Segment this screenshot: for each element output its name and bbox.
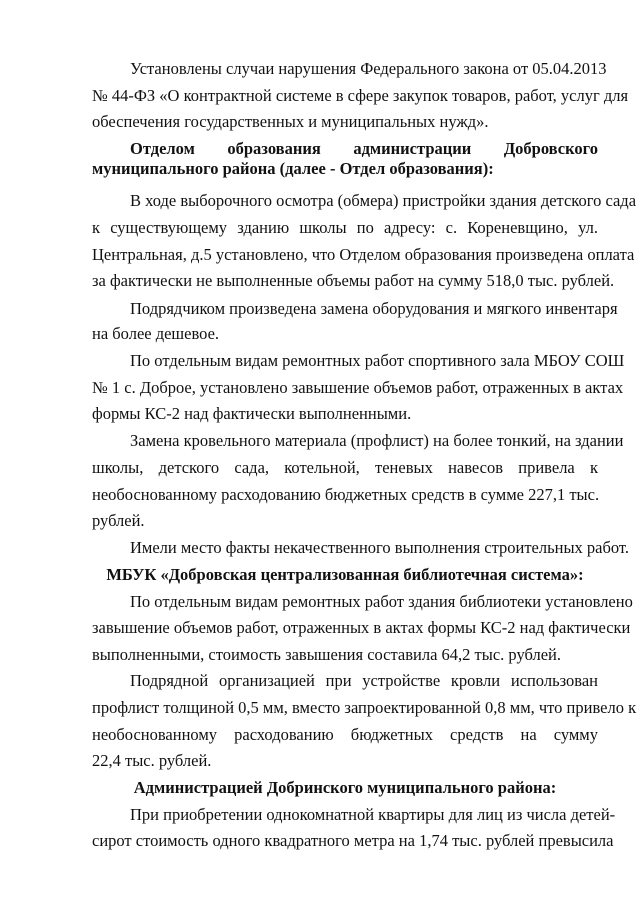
paragraph-line: завышение объемов работ, отраженных в актах формы КС-2 над фактически bbox=[92, 618, 631, 637]
paragraph-line: При приобретении однокомнатной квартиры для лиц из числа детей- bbox=[130, 805, 616, 824]
paragraph-line: Замена кровельного материала (профлист) на более тонкий, на здании bbox=[130, 431, 624, 450]
paragraph-line: необоснованному расходованию бюджетных средств в сумме 227,1 тыс. bbox=[92, 485, 600, 504]
paragraph-line: По отдельным видам ремонтных работ спортивного зала МБОУ СОШ bbox=[130, 351, 625, 370]
paragraph-line: формы КС-2 над фактически выполненными. bbox=[92, 404, 412, 423]
paragraph-line: сирот стоимость одного квадратного метра на 1,74 тыс. рублей превысила bbox=[92, 831, 614, 850]
paragraph-line: № 44-ФЗ «О контрактной системе в сфере закупок товаров, работ, услуг для bbox=[92, 86, 629, 105]
paragraph-line: необоснованному расходованию бюджетных средств на сумму bbox=[92, 725, 598, 744]
paragraph-line: По отдельным видам ремонтных работ здания библиотеки установлено bbox=[130, 592, 633, 611]
paragraph-line: к существующему зданию школы по адресу: с. Кореневщино, ул. bbox=[92, 218, 598, 237]
paragraph-line: школы, детского сада, котельной, теневых навесов привела к bbox=[92, 458, 598, 477]
paragraph-line: профлист толщиной 0,5 мм, вместо запроектированной 0,8 мм, что привело к bbox=[92, 698, 637, 717]
section-heading: Отделом образования администрации Добровского bbox=[130, 139, 598, 158]
paragraph-line: на более дешевое. bbox=[92, 324, 220, 343]
paragraph-line: обеспечения государственных и муниципальных нужд». bbox=[92, 112, 489, 131]
paragraph-line: Подрядной организацией при устройстве кровли использован bbox=[130, 671, 598, 690]
paragraph-line: 22,4 тыс. рублей. bbox=[92, 751, 212, 770]
section-heading: Администрацией Добринского муниципального района: bbox=[133, 778, 557, 797]
paragraph-line: рублей. bbox=[92, 511, 145, 530]
paragraph-line: выполненными, стоимость завышения составила 64,2 тыс. рублей. bbox=[92, 645, 561, 664]
section-heading: муниципального района (далее - Отдел образования): bbox=[92, 159, 494, 178]
paragraph-line: № 1 с. Доброе, установлено завышение объемов работ, отраженных в актах bbox=[92, 378, 624, 397]
paragraph-line: Имели место факты некачественного выполнения строительных работ. bbox=[130, 538, 630, 557]
section-heading: МБУК «Добровская централизованная библиотечная система»: bbox=[106, 565, 584, 584]
paragraph-line: Подрядчиком произведена замена оборудования и мягкого инвентаря bbox=[130, 299, 618, 318]
paragraph-line: Центральная, д.5 установлено, что Отделом образования произведена оплата bbox=[92, 245, 635, 264]
paragraph-line: В ходе выборочного осмотра (обмера) пристройки здания детского сада bbox=[130, 191, 637, 210]
paragraph-line: за фактически не выполненные объемы работ на сумму 518,0 тыс. рублей. bbox=[92, 271, 615, 290]
paragraph-line: Установлены случаи нарушения Федерального закона от 05.04.2013 bbox=[130, 59, 607, 78]
